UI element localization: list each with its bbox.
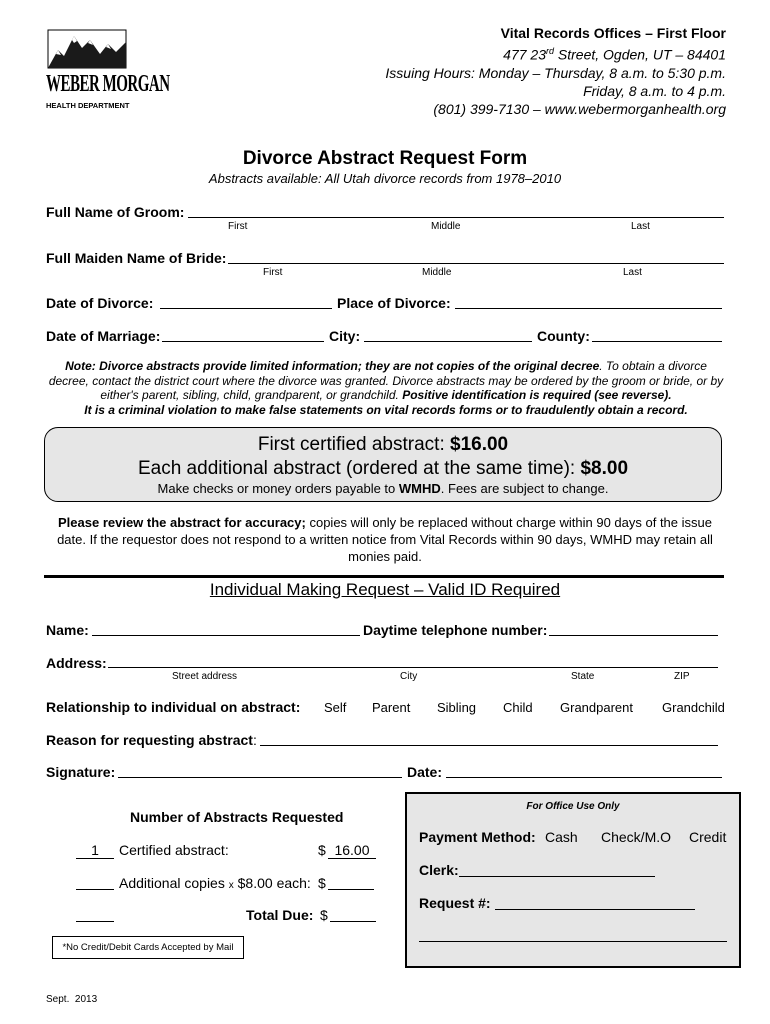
office-use-box — [405, 792, 741, 968]
logo-subtitle: HEALTH DEPARTMENT — [46, 101, 130, 110]
reason-colon: : — [252, 732, 257, 748]
county-label: County: — [537, 328, 590, 344]
additional-abstract-fee — [45, 457, 721, 481]
additional-label — [119, 875, 311, 891]
reason-field[interactable] — [260, 745, 718, 746]
additional-times: x — [228, 880, 234, 891]
payable-org: WMHD — [398, 481, 441, 496]
relationship-label: Relationship to individual on abstract: — [46, 699, 301, 715]
address-city-caption: City — [400, 671, 418, 682]
phone-field[interactable] — [549, 635, 718, 636]
address-street-caption: Street address — [172, 671, 238, 682]
review-paragraph — [44, 514, 726, 565]
certified-amount-value: 16.00 — [334, 842, 370, 858]
office-notes-field[interactable] — [419, 941, 727, 942]
request-number-field[interactable] — [495, 909, 695, 910]
note-id-required: Positive identification is required (see reverse). — [402, 388, 672, 402]
additional-label-text: Additional copies — [119, 875, 229, 891]
additional-fee-price: $8.00 — [580, 458, 629, 479]
first-fee-label: First certified abstract: — [257, 434, 451, 455]
address-state-caption: State — [571, 671, 595, 682]
address-zip-caption: ZIP — [674, 671, 690, 682]
office-street — [286, 42, 726, 64]
street-number: 477 23 — [503, 46, 546, 63]
bride-field[interactable] — [228, 263, 724, 264]
payment-cash[interactable]: Cash — [545, 829, 578, 845]
request-number-label: Request #: — [419, 895, 491, 911]
requester-name-field[interactable] — [92, 635, 360, 636]
street-rest: Street, Ogden, UT – 84401 — [554, 46, 726, 63]
address-label: Address: — [46, 655, 107, 671]
office-hours: Issuing Hours: Monday – Thursday, 8 a.m. to 5:30 p.m. — [385, 64, 726, 81]
additional-qty-field[interactable] — [76, 889, 114, 890]
city-label: City: — [329, 328, 361, 344]
clerk-label: Clerk: — [419, 862, 459, 878]
note-body: . To obtain a divorce decree, contact the district court where the divorce was granted. Divorce abstracts may be ordered by the groom or bride, or by either's parent, sibling, child, grandparent, or grandchild. — [48, 359, 724, 402]
relationship-option-self[interactable]: Self — [324, 700, 347, 715]
order-heading: Number of Abstracts Requested — [130, 809, 344, 825]
divorce-date-field[interactable] — [160, 308, 332, 309]
bride-label: Full Maiden Name of Bride: — [46, 250, 227, 266]
payment-credit[interactable]: Credit — [689, 829, 727, 845]
review-body: copies will only be replaced without charge within 90 days of the issue date. If the requestor does not respond to a written notice from Vital Records within 90 days, WMHD may retain all monies paid. — [57, 515, 713, 564]
marriage-date-field[interactable] — [162, 341, 324, 342]
certified-qty-value: 1 — [91, 842, 99, 858]
phone-label: Daytime telephone number: — [363, 622, 548, 638]
relationship-option-parent[interactable]: Parent — [372, 700, 411, 715]
additional-amount-field[interactable] — [328, 889, 374, 890]
relationship-option-child[interactable]: Child — [503, 700, 533, 715]
form-subtitle: Abstracts available: All Utah divorce records from 1978–2010 — [208, 171, 562, 186]
certified-qty[interactable] — [76, 842, 114, 859]
clerk-field[interactable] — [459, 876, 655, 877]
payable-prefix: Make checks or money orders payable to — [157, 481, 399, 496]
additional-label-rate: $8.00 each: — [233, 875, 311, 891]
relationship-option-grandchild[interactable]: Grandchild — [662, 700, 725, 715]
groom-first-caption: First — [228, 221, 248, 232]
note-paragraph — [46, 359, 726, 417]
office-contact: (801) 399-7130 – www.webermorganhealth.org — [433, 100, 726, 117]
logo — [44, 28, 170, 112]
total-qty-field[interactable] — [76, 921, 114, 922]
review-lead: Please review the abstract for accuracy; — [58, 515, 306, 530]
total-label: Total Due: — [246, 907, 314, 923]
total-dollar: $ — [320, 907, 328, 923]
divorce-place-field[interactable] — [455, 308, 722, 309]
payable-note — [45, 481, 721, 497]
payment-label: Payment Method: — [419, 829, 536, 845]
signature-field[interactable] — [118, 777, 402, 778]
office-use-heading: For Office Use Only — [526, 801, 620, 812]
divorce-date-label: Date of Divorce: — [46, 295, 154, 311]
mountain-logo-icon — [44, 28, 128, 72]
form-title: Divorce Abstract Request Form — [242, 148, 528, 169]
fee-box — [44, 427, 722, 502]
additional-fee-label: Each additional abstract (ordered at the same time): — [137, 458, 581, 479]
signature-label: Signature: — [46, 764, 116, 780]
bride-middle-caption: Middle — [422, 267, 452, 278]
note-warning: It is a criminal violation to make false statements on vital records forms or to fraudulently obtain a record. — [84, 402, 688, 417]
bride-first-caption: First — [263, 267, 283, 278]
office-title: Vital Records Offices – First Floor — [500, 25, 726, 41]
marriage-date-label: Date of Marriage: — [46, 328, 161, 344]
section-divider — [44, 575, 724, 578]
reason-label — [46, 732, 257, 748]
requester-heading: Individual Making Request – Valid ID Required — [209, 580, 561, 599]
certified-dollar: $ — [318, 842, 326, 858]
bride-last-caption: Last — [623, 267, 642, 278]
payable-suffix: . Fees are subject to change. — [440, 481, 609, 496]
groom-last-caption: Last — [631, 221, 650, 232]
office-friday-hours: Friday, 8 a.m. to 4 p.m. — [583, 82, 726, 99]
first-fee-price: $16.00 — [450, 434, 509, 455]
street-suffix: rd — [545, 46, 554, 56]
first-abstract-fee — [45, 433, 721, 457]
no-cards-text: *No Credit/Debit Cards Accepted by Mail — [62, 942, 234, 953]
logo-name: WEBER MORGAN — [46, 72, 170, 98]
note-lead: Note: Divorce abstracts provide limited information; they are not copies of the original decree — [65, 359, 600, 373]
date-field[interactable] — [446, 777, 722, 778]
address-field[interactable] — [108, 667, 718, 668]
total-amount-field[interactable] — [330, 921, 376, 922]
no-cards-note — [52, 936, 244, 959]
relationship-option-sibling[interactable]: Sibling — [437, 700, 477, 715]
office-info — [286, 24, 726, 118]
certified-label: Certified abstract: — [119, 842, 229, 858]
groom-middle-caption: Middle — [431, 221, 461, 232]
groom-field[interactable] — [188, 217, 724, 218]
payment-check[interactable]: Check/M.O — [601, 829, 672, 845]
certified-amount[interactable] — [328, 842, 376, 859]
groom-label: Full Name of Groom: — [46, 204, 185, 220]
divorce-place-label: Place of Divorce: — [337, 295, 451, 311]
footer-date: Sept. 2013 — [46, 994, 98, 1005]
requester-name-label: Name: — [46, 622, 89, 638]
reason-label-text: Reason for requesting abstract — [46, 732, 253, 748]
date-label: Date: — [407, 764, 443, 780]
city-field[interactable] — [364, 341, 532, 342]
additional-dollar: $ — [318, 875, 326, 891]
relationship-option-grandparent[interactable]: Grandparent — [560, 700, 633, 715]
county-field[interactable] — [592, 341, 722, 342]
